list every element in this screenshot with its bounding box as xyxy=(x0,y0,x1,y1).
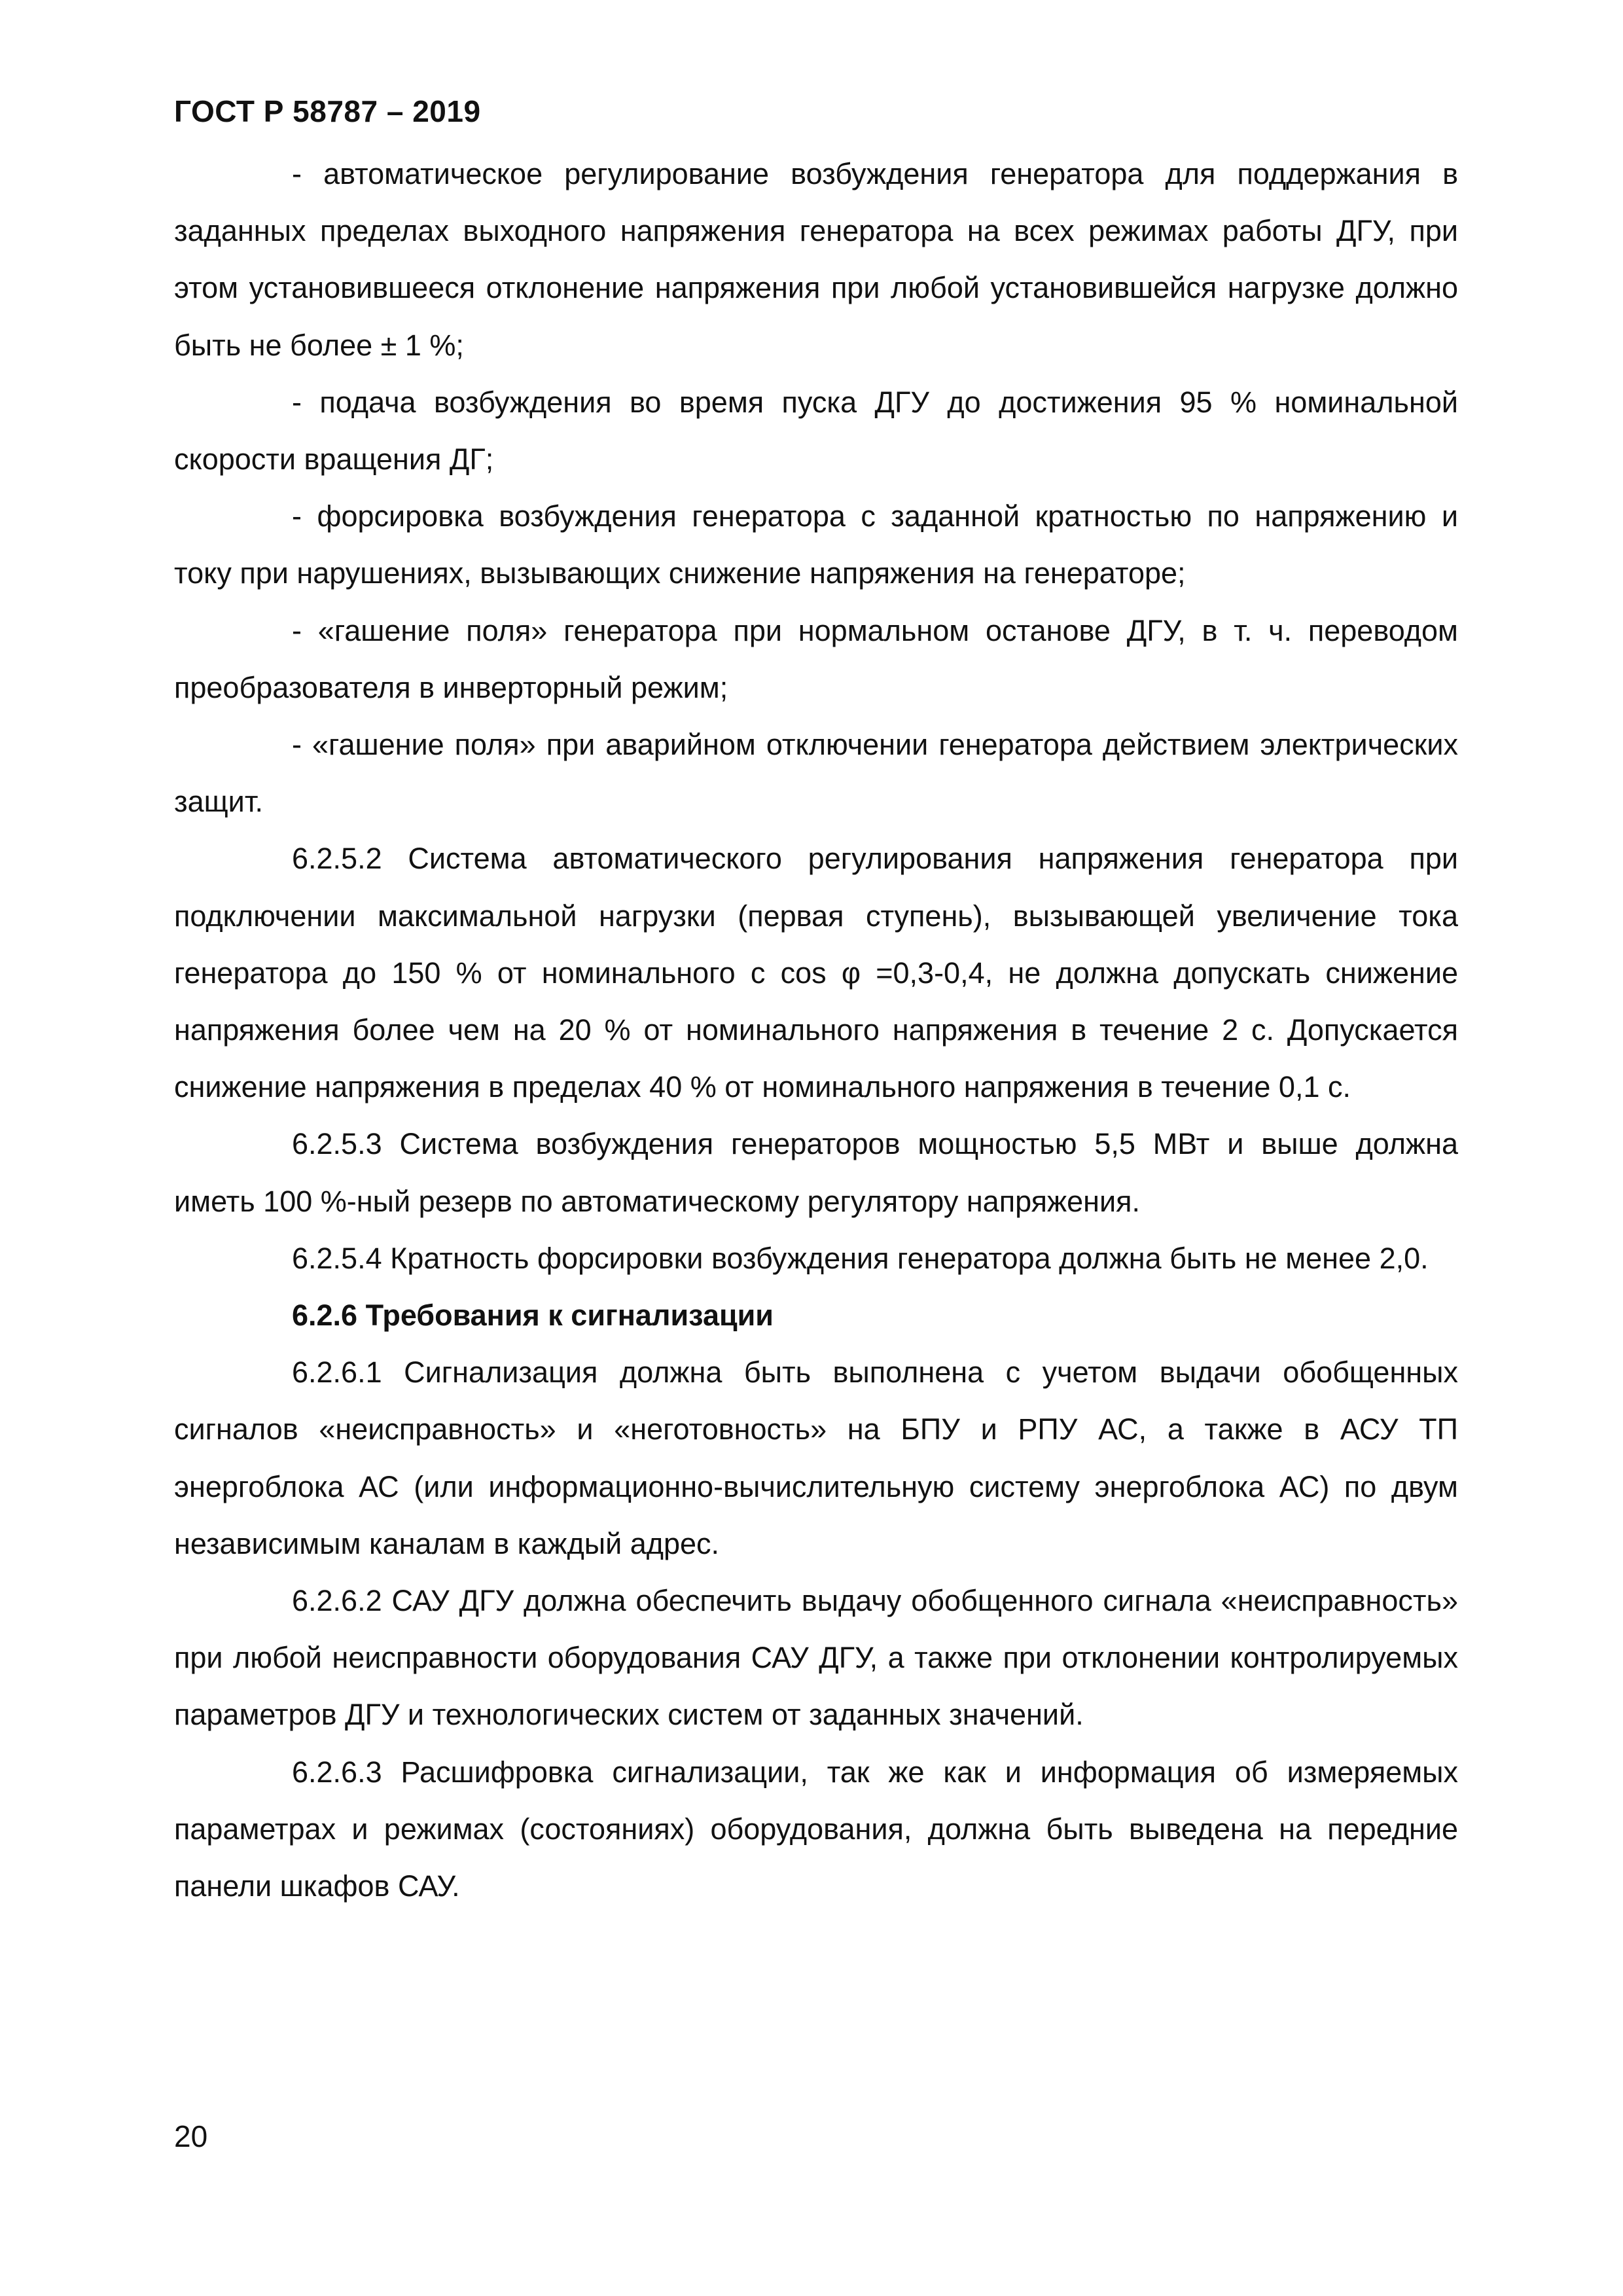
page-number: 20 xyxy=(174,2119,208,2153)
clause-6-2-5-3: 6.2.5.3 Система возбуждения генераторов мощностью 5,5 МВт и выше должна иметь 100 %-ный резерв по автоматическому регулятору напряжения. xyxy=(174,1127,1458,1218)
section-heading-6-2-6: 6.2.6 Требования к сигнализации xyxy=(292,1299,774,1333)
clause-6-2-6-1: 6.2.6.1 Сигнализация должна быть выполнена с учетом выдачи обобщенных сигналов «неисправность» и «неготовность» на БПУ и РПУ АС, а также в АСУ ТП энергоблока АС (или информационно-вычислительную систему энергоблока АС) по двум независимым каналам в каждый адрес. xyxy=(174,1355,1458,1560)
clause-6-2-5-4: 6.2.5.4 Кратность форсировки возбуждения генератора должна быть не менее 2,0. xyxy=(292,1241,1429,1275)
document-header: ГОСТ Р 58787 – 2019 xyxy=(174,94,481,128)
list-item-excitation-start: - подача возбуждения во время пуска ДГУ до достижения 95 % номинальной скорости вращения ДГ; xyxy=(174,385,1458,476)
list-item-excitation-forcing: - форсировка возбуждения генератора с заданной кратностью по напряжению и току при нарушениях, вызывающих снижение напряжения на генераторе; xyxy=(174,499,1458,590)
list-item-voltage-regulation: - автоматическое регулирование возбуждения генератора для поддержания в заданных пределах выходного напряжения генератора на всех режимах работы ДГУ, при этом установившееся отклонение напряжения при любой установившейся нагрузке должно быть не более ± 1 %; xyxy=(174,157,1458,362)
clause-6-2-5-2: 6.2.5.2 Система автоматического регулирования напряжения генератора при подключении максимальной нагрузки (первая ступень), вызывающей увеличение тока генератора до 150 % от номинального с cos φ =0,3-0,4, не должна допускать снижение напряжения более чем на 20 % от номинального напряжения в течение 2 с. Допускается снижение напряжения в пределах 40 % от номинального напряжения в течение 0,1 с. xyxy=(174,842,1458,1104)
list-item-field-suppression-normal: - «гашение поля» генератора при нормальном останове ДГУ, в т. ч. переводом преобразователя в инверторный режим; xyxy=(174,613,1458,704)
list-item-field-suppression-emergency: - «гашение поля» при аварийном отключении генератора действием электрических защит. xyxy=(174,728,1458,819)
clause-6-2-6-2: 6.2.6.2 САУ ДГУ должна обеспечить выдачу обобщенного сигнала «неисправность» при любой неисправности оборудования САУ ДГУ, а также при отклонении контролируемых параметров ДГУ и технологических систем от заданных значений. xyxy=(174,1584,1458,1732)
document-body xyxy=(174,145,1458,1914)
clause-6-2-6-3: 6.2.6.3 Расшифровка сигнализации, так же как и информация об измеряемых параметрах и режимах (состояниях) оборудования, должна быть выведена на передние панели шкафов САУ. xyxy=(174,1755,1458,1903)
